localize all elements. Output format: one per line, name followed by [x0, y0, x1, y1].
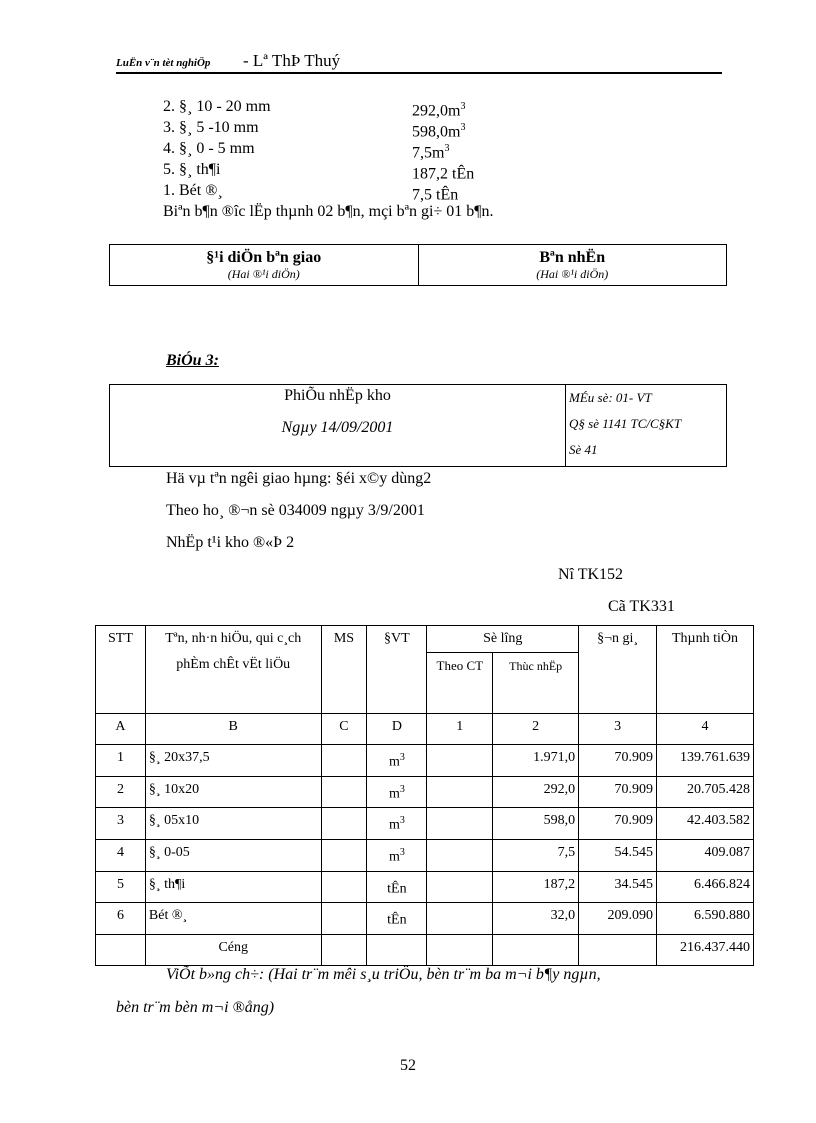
- signature-deliverer-sub: (Hai ®¹i diÖn): [227, 267, 300, 281]
- header-price: §¬n gi¸: [579, 626, 657, 714]
- invoice-line: Theo ho¸ ®¬n sè 034009 ngµy 3/9/2001: [166, 502, 425, 519]
- header-qty: Sè lîng: [427, 626, 579, 653]
- amount-in-words-line2: bèn tr¨m bèn m¬i ®ång): [116, 999, 275, 1016]
- row-doc-qty: [427, 871, 493, 903]
- receipt-date: Ngµy 14/09/2001: [281, 419, 394, 436]
- table-code-row: [96, 714, 754, 745]
- signature-receiver: [418, 245, 727, 285]
- row-price: 70.909: [579, 745, 657, 777]
- material-name: 4. §¸ 0 - 5 mm: [163, 140, 255, 157]
- code-cell: 1: [427, 714, 493, 745]
- receipt-decision: Q§ sè 1141 TC/C§KT: [569, 416, 682, 431]
- header-amount: Thµnh tiÒn: [657, 626, 754, 714]
- total-empty-cell: [427, 934, 493, 965]
- table-row: [96, 903, 754, 935]
- row-stt: 5: [96, 871, 146, 903]
- row-amount: 42.403.582: [657, 808, 754, 840]
- row-stt: 6: [96, 903, 146, 935]
- row-ms: [321, 839, 367, 871]
- receipt-table: [95, 625, 754, 966]
- row-doc-qty: [427, 903, 493, 935]
- row-ms: [321, 903, 367, 935]
- row-amount: 6.466.824: [657, 871, 754, 903]
- table-header-row: [96, 626, 754, 653]
- row-price: 70.909: [579, 776, 657, 808]
- material-name: 1. Bét ®¸: [163, 182, 223, 199]
- page-number: 52: [400, 1057, 416, 1074]
- row-amount: 409.087: [657, 839, 754, 871]
- row-doc-qty: [427, 776, 493, 808]
- total-empty-cell: [493, 934, 579, 965]
- total-empty-cell: [579, 934, 657, 965]
- receipt-number: Sè 41: [569, 442, 598, 457]
- header-dvt: §VT: [367, 626, 427, 714]
- table-row: [96, 745, 754, 777]
- header-rule: [116, 72, 722, 74]
- material-qty: $292,0m^3$: [412, 101, 466, 120]
- table-row: [96, 871, 754, 903]
- material-name: 5. §¸ th¶i: [163, 161, 221, 178]
- code-cell: C: [321, 714, 367, 745]
- code-cell: 3: [579, 714, 657, 745]
- table-row: [96, 808, 754, 840]
- total-empty-cell: [367, 934, 427, 965]
- header-thesis-label: LuËn v¨n tèt nghiÖp: [116, 57, 211, 69]
- signature-receiver-title: Bªn nhËn: [539, 249, 606, 266]
- row-dvt: tÊn: [367, 903, 427, 935]
- table-row: [96, 776, 754, 808]
- row-doc-qty: [427, 745, 493, 777]
- row-stt: 2: [96, 776, 146, 808]
- row-actual-qty: 598,0: [493, 808, 579, 840]
- total-label: Céng: [145, 934, 321, 965]
- row-dvt: $m^3$: [367, 745, 427, 777]
- row-stt: 3: [96, 808, 146, 840]
- receipt-meta: [566, 385, 729, 466]
- material-qty: $598,0m^3$: [412, 122, 466, 141]
- receipt-header-box: [109, 384, 727, 467]
- row-ms: [321, 808, 367, 840]
- code-cell: A: [96, 714, 146, 745]
- row-name: §¸ th¶i: [145, 871, 321, 903]
- row-dvt: $m^3$: [367, 808, 427, 840]
- row-dvt: $m^3$: [367, 776, 427, 808]
- row-actual-qty: 1.971,0: [493, 745, 579, 777]
- material-name: 3. §¸ 5 -10 mm: [163, 119, 259, 136]
- material-qty: $7,5m^3$: [412, 143, 450, 162]
- row-price: 70.909: [579, 808, 657, 840]
- code-cell: B: [145, 714, 321, 745]
- signature-receiver-sub: (Hai ®¹i diÖn): [536, 267, 609, 281]
- row-ms: [321, 871, 367, 903]
- row-actual-qty: 32,0: [493, 903, 579, 935]
- warehouse-line: NhËp t¹i kho ®«Þ 2: [166, 534, 295, 551]
- row-dvt: tÊn: [367, 871, 427, 903]
- amount-in-words-line1: ViÕt b»ng ch÷: (Hai tr¨m mêi s¸u triÖu, bèn tr¨m ba m¬i b¶y ngµn,: [166, 966, 601, 983]
- material-qty: 187,2 tÊn: [412, 165, 475, 183]
- code-cell: D: [367, 714, 427, 745]
- total-empty-cell: [96, 934, 146, 965]
- signature-table: [109, 244, 727, 286]
- debit-account: Nî TK152: [558, 566, 624, 583]
- row-name: §¸ 10x20: [145, 776, 321, 808]
- receipt-form-no: MÉu sè: 01- VT: [569, 390, 652, 405]
- code-cell: 4: [657, 714, 754, 745]
- row-dvt: $m^3$: [367, 839, 427, 871]
- row-ms: [321, 745, 367, 777]
- header-stt: STT: [96, 626, 146, 714]
- total-amount: 216.437.440: [657, 934, 754, 965]
- table-total-row: [96, 934, 754, 965]
- row-name: §¸ 0-05: [145, 839, 321, 871]
- row-actual-qty: 7,5: [493, 839, 579, 871]
- form-label: BiÓu 3:: [166, 352, 219, 369]
- row-name: Bét ®¸: [145, 903, 321, 935]
- row-actual-qty: 292,0: [493, 776, 579, 808]
- row-amount: 139.761.639: [657, 745, 754, 777]
- copies-note: Biªn b¶n ®îc lËp thµnh 02 b¶n, mçi bªn gi÷ 01 b¶n.: [163, 203, 494, 220]
- total-empty-cell: [321, 934, 367, 965]
- credit-account: Cã TK331: [608, 598, 675, 615]
- signature-deliverer: [110, 245, 418, 285]
- receipt-title: PhiÕu nhËp kho: [284, 387, 391, 404]
- header-name: Tªn, nh·n hiÖu, qui c¸ch phÈm chÊt vËt liÖu: [145, 626, 321, 714]
- header-ms: MS: [321, 626, 367, 714]
- row-doc-qty: [427, 839, 493, 871]
- row-price: 34.545: [579, 871, 657, 903]
- row-amount: 6.590.880: [657, 903, 754, 935]
- row-price: 54.545: [579, 839, 657, 871]
- row-name: §¸ 20x37,5: [145, 745, 321, 777]
- row-stt: 1: [96, 745, 146, 777]
- header-qty-doc: Theo CT: [427, 653, 493, 714]
- row-ms: [321, 776, 367, 808]
- header-qty-actual: Thùc nhËp: [493, 653, 579, 714]
- row-amount: 20.705.428: [657, 776, 754, 808]
- code-cell: 2: [493, 714, 579, 745]
- receipt-title-block: [110, 385, 566, 466]
- signature-deliverer-title: §¹i diÖn bªn giao: [206, 249, 322, 266]
- row-doc-qty: [427, 808, 493, 840]
- table-row: [96, 839, 754, 871]
- row-name: §¸ 05x10: [145, 808, 321, 840]
- material-name: 2. §¸ 10 - 20 mm: [163, 98, 271, 115]
- header-author: - Lª ThÞ Thuý: [243, 51, 341, 70]
- row-price: 209.090: [579, 903, 657, 935]
- deliverer-line: Hä vµ tªn ngêi giao hµng: §éi x©y dùng2: [166, 470, 432, 487]
- material-qty: 7,5 tÊn: [412, 186, 459, 204]
- row-stt: 4: [96, 839, 146, 871]
- row-actual-qty: 187,2: [493, 871, 579, 903]
